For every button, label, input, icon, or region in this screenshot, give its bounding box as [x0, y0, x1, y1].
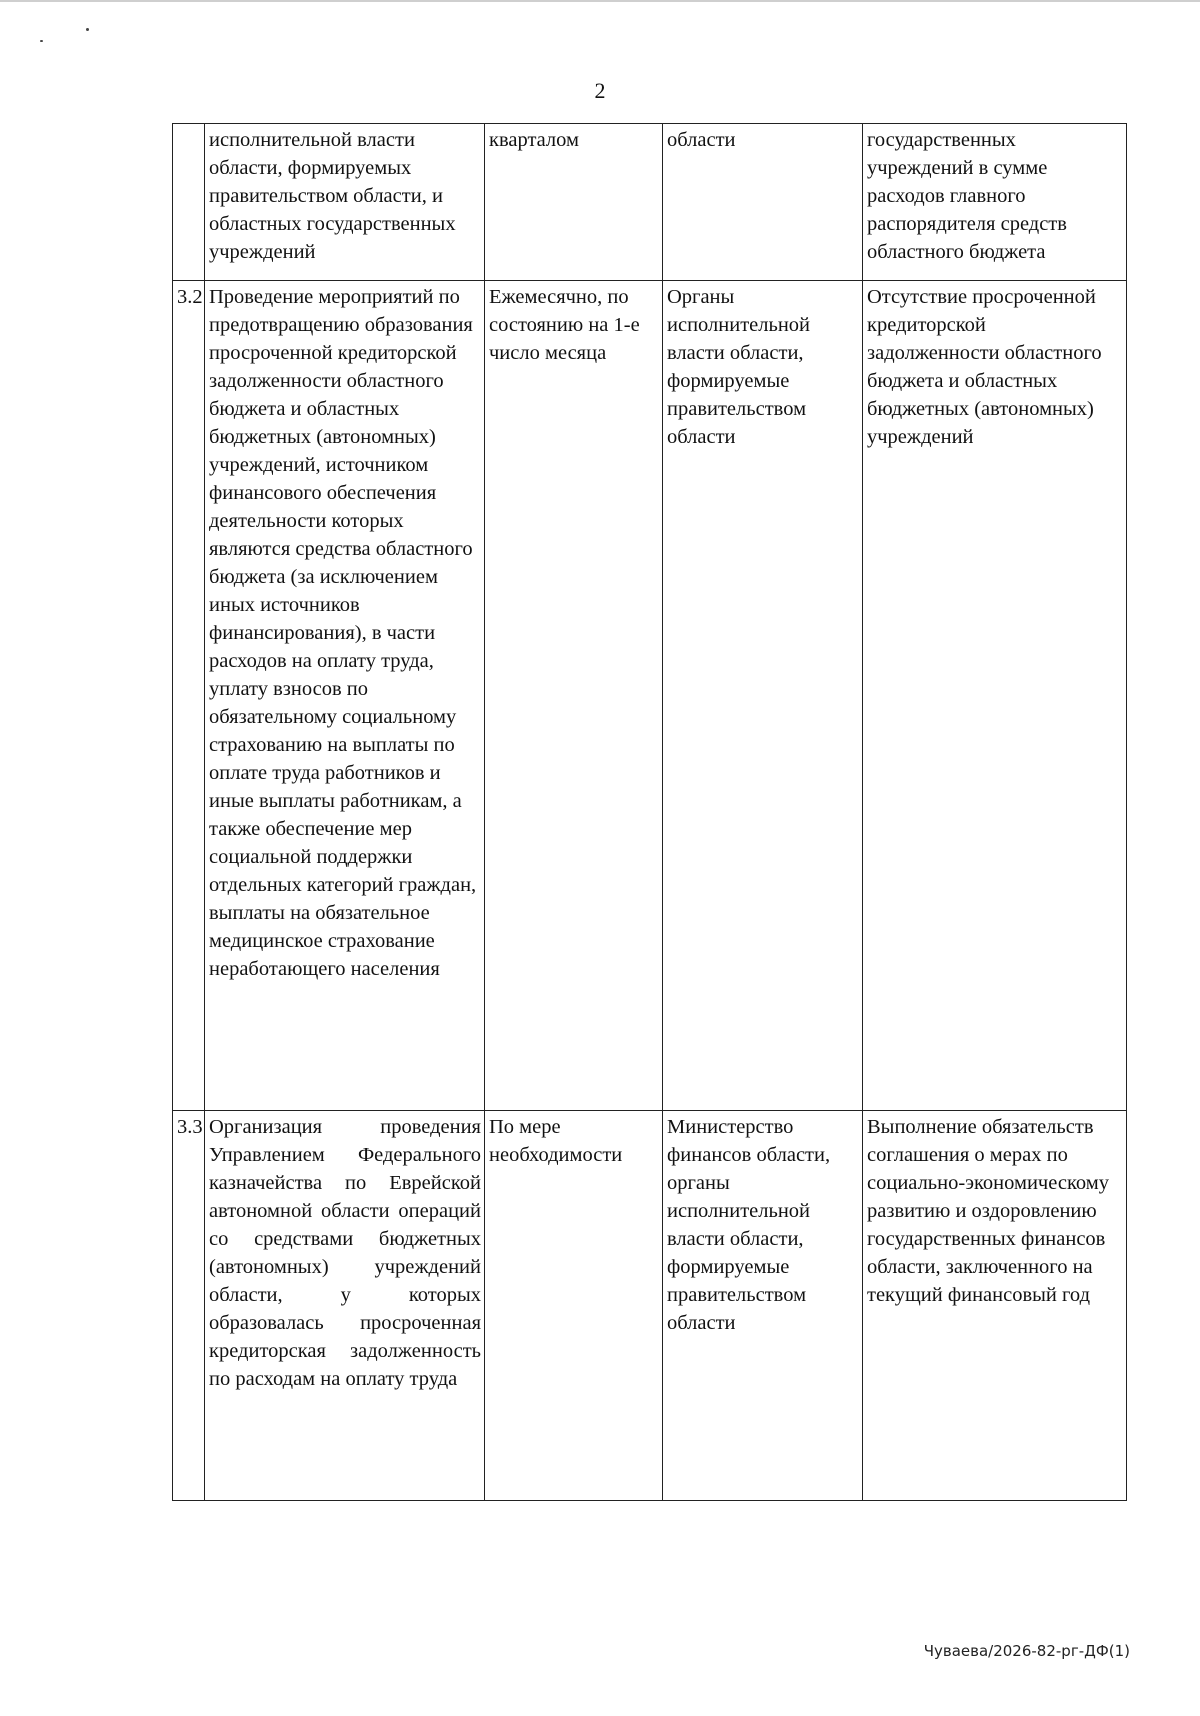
- term-cell: По мере необходимости: [485, 1111, 663, 1501]
- result-cell: Выполнение обязательств соглашения о мерах по социально-экономическому развитию и оздоровлению государственных финансов области, заключенного на текущий финансовый год: [863, 1111, 1127, 1501]
- term-cell: кварталом: [485, 124, 663, 281]
- table-row: [173, 124, 1127, 281]
- event-cell: Организация проведения Управлением Федерального казначейства по Еврейской автономной области операций со средствами бюджетных (автономных) учреждений области, у которых образовалась просроченная кредиторская задолженность по расходам на оплату труда: [205, 1111, 485, 1501]
- event-cell: исполнительной власти области, формируемых правительством области, и областных государственных учреждений: [205, 124, 485, 281]
- scan-top-edge: [0, 0, 1200, 2]
- row-number-cell: [173, 124, 205, 281]
- result-cell: государственных учреждений в сумме расходов главного распорядителя средств областного бюджета: [863, 124, 1127, 281]
- page-number: 2: [594, 78, 606, 103]
- responsible-cell: Министерство финансов области, органы исполнительной власти области, формируемые правительством области: [663, 1111, 863, 1501]
- result-cell: Отсутствие просроченной кредиторской задолженности областного бюджета и областных бюджетных (автономных) учреждений: [863, 281, 1127, 1111]
- measures-table: [172, 123, 1127, 1501]
- table-row: [173, 1111, 1127, 1501]
- term-cell: Ежемесячно, по состоянию на 1-е число месяца: [485, 281, 663, 1111]
- event-cell: Проведение мероприятий по предотвращению образования просроченной кредиторской задолженности областного бюджета и областных бюджетных (автономных) учреждений, источником финансового обеспечения деятельности которых являются средства областного бюджета (за исключением иных источников финансирования), в части расходов на оплату труда, уплату взносов по обязательному социальному страхованию на выплаты по оплате труда работников и иные выплаты работникам, а также обеспечение мер социальной поддержки отдельных категорий граждан, выплаты на обязательное медицинское страхование неработающего населения: [205, 281, 485, 1111]
- responsible-cell: области: [663, 124, 863, 281]
- row-number-cell: 3.2: [173, 281, 205, 1111]
- scan-speck: [40, 40, 43, 42]
- responsible-cell: Органы исполнительной власти области, формируемые правительством области: [663, 281, 863, 1111]
- document-code: Чуваева/2026-82-рг-ДФ(1): [923, 1642, 1130, 1660]
- table-row: [173, 281, 1127, 1111]
- row-number-cell: 3.3: [173, 1111, 205, 1501]
- scan-speck: [86, 28, 89, 31]
